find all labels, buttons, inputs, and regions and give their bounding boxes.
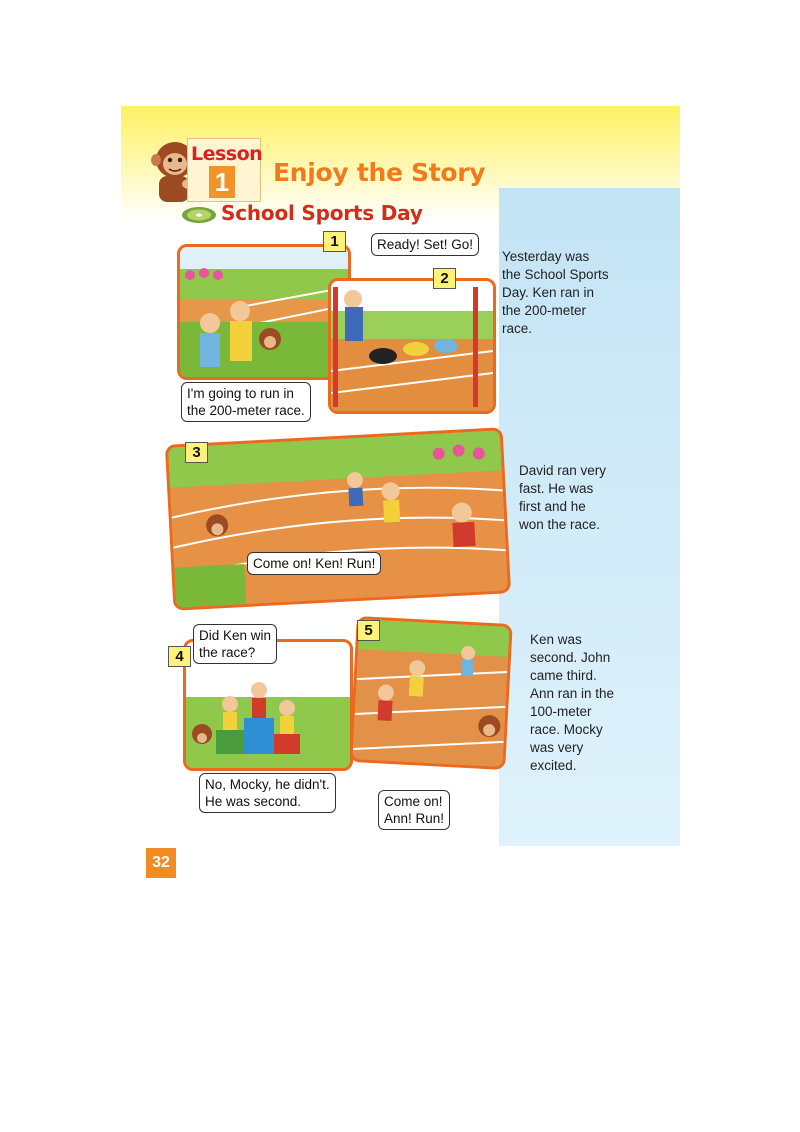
panel-1-illustration	[180, 247, 348, 377]
speech-bubble-come-on-ken: Come on! Ken! Run!	[247, 552, 381, 575]
speech-bubble-ready: Ready! Set! Go!	[371, 233, 479, 256]
cd-disc-icon[interactable]	[181, 206, 217, 224]
story-panel-3	[165, 427, 511, 610]
panel-3-illustration	[168, 430, 508, 607]
page-title: Enjoy the Story	[273, 158, 486, 187]
story-title: School Sports Day	[221, 201, 423, 225]
story-panel-2	[328, 278, 496, 414]
narration-1: Yesterday was the School Sports Day. Ken ran in the 200-meter race.	[502, 249, 609, 336]
panel-5-illustration	[352, 619, 509, 767]
panel-2-illustration	[331, 281, 493, 411]
narration-2: David ran very fast. He was first and he won the race.	[519, 463, 607, 532]
speech-bubble-question: Did Ken win the race?	[193, 624, 277, 664]
textbook-page	[121, 106, 680, 846]
speech-bubble-ken: I'm going to run in the 200-meter race.	[181, 382, 311, 422]
panel-2-number: 2	[433, 268, 456, 289]
lesson-badge	[151, 138, 261, 202]
lesson-number: 1	[209, 166, 235, 198]
panel-3-number: 3	[185, 442, 208, 463]
narration-3: Ken was second. John came third. Ann ran in the 100-meter race. Mocky was very excited.	[530, 632, 615, 773]
panel-4-number: 4	[168, 646, 191, 667]
panel-5-number: 5	[357, 620, 380, 641]
page-number: 32	[146, 848, 176, 878]
speech-bubble-answer: No, Mocky, he didn't. He was second.	[199, 773, 336, 813]
speech-bubble-come-on-ann: Come on! Ann! Run!	[378, 790, 450, 830]
panel-1-number: 1	[323, 231, 346, 252]
lesson-label: Lesson	[191, 143, 263, 165]
story-panel-1	[177, 244, 351, 380]
